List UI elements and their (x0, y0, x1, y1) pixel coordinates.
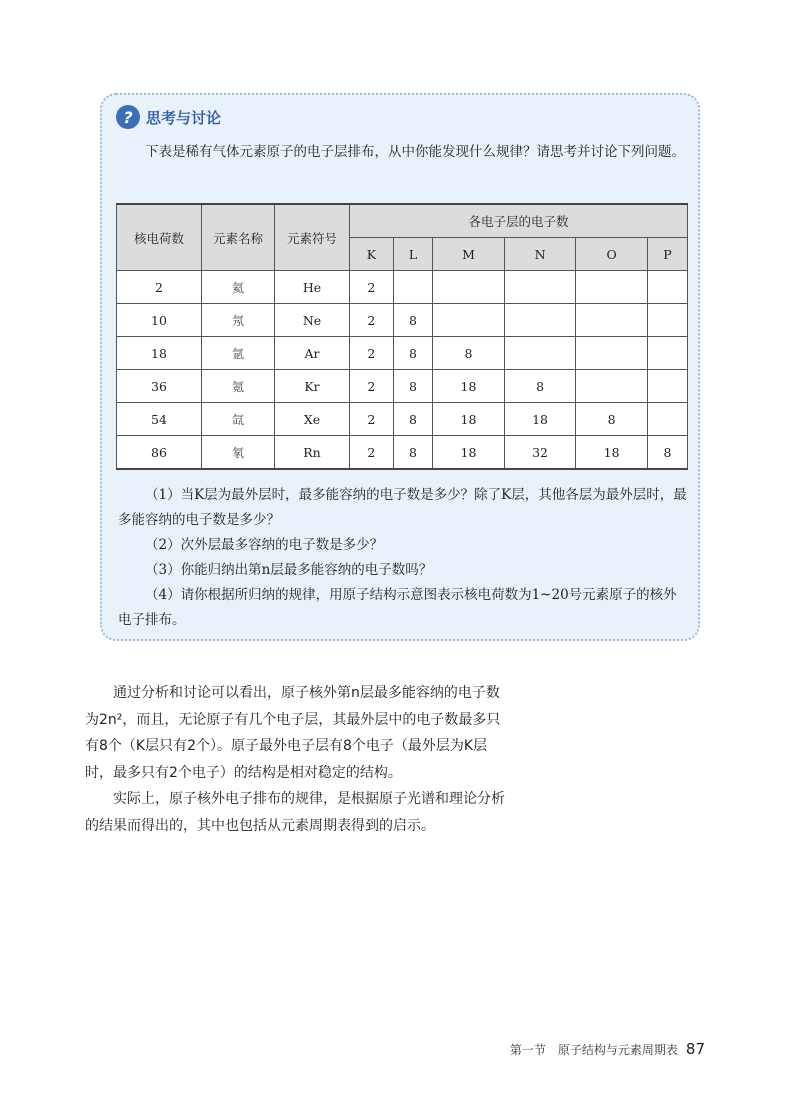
cell-shell: 8 (576, 403, 648, 436)
discussion-questions (118, 483, 688, 633)
cell-shell (576, 304, 648, 337)
header-shell-n: N (504, 238, 576, 271)
cell-symbol: Kr (275, 370, 350, 403)
cell-symbol: Ar (275, 337, 350, 370)
header-shell-m: M (433, 238, 505, 271)
cell-shell: 18 (433, 403, 505, 436)
discussion-title: 思考与讨论 (146, 108, 222, 127)
cell-shell (576, 370, 648, 403)
cell-shell: 8 (433, 337, 505, 370)
discussion-box (100, 93, 700, 641)
question-item: （3）你能归纳出第n层最多能容纳的电子数吗？ (145, 562, 433, 578)
cell-shell (647, 403, 687, 436)
cell-shell (576, 337, 648, 370)
table-row (117, 304, 688, 337)
body-paragraph: 通过分析和讨论可以看出，原子核外第n层最多能容纳的电子数为2n²，而且，无论原子有几个电子层，其最外层中的电子数最多只有8个（K层只有2个）。原子最外电子层有8个电子（最外层为K层时，最多只有2个电子）的结构是相对稳定的结构。 (85, 685, 501, 781)
cell-shell: 18 (433, 370, 505, 403)
cell-shell: 8 (393, 304, 432, 337)
cell-shell (647, 370, 687, 403)
table-row (117, 370, 688, 403)
cell-charge: 86 (117, 436, 202, 470)
header-element-name: 元素名称 (202, 204, 275, 271)
cell-shell (647, 304, 687, 337)
body-paragraph: 实际上，原子核外电子排布的规律，是根据原子光谱和理论分析的结果而得出的，其中也包括从元素周期表得到的启示。 (85, 791, 505, 834)
discussion-intro: 下表是稀有气体元素原子的电子层排布，从中你能发现什么规律？请思考并讨论下列问题。 (145, 144, 685, 160)
table-row (117, 403, 688, 436)
cell-name: 氖 (202, 304, 275, 337)
cell-charge: 36 (117, 370, 202, 403)
cell-shell: 18 (504, 403, 576, 436)
cell-charge: 54 (117, 403, 202, 436)
cell-shell: 18 (576, 436, 648, 470)
header-shell-o: O (576, 238, 648, 271)
table-row (117, 337, 688, 370)
cell-shell: 8 (647, 436, 687, 470)
table-row (117, 271, 688, 304)
cell-name: 氙 (202, 403, 275, 436)
noble-gas-table (116, 203, 688, 470)
cell-name: 氡 (202, 436, 275, 470)
cell-shell: 8 (393, 403, 432, 436)
cell-shell: 2 (350, 436, 394, 470)
cell-shell (647, 337, 687, 370)
cell-shell: 2 (350, 370, 394, 403)
cell-shell (504, 337, 576, 370)
cell-shell: 2 (350, 337, 394, 370)
table-row (117, 436, 688, 470)
body-text (85, 680, 505, 839)
cell-shell (504, 271, 576, 304)
cell-shell: 2 (350, 403, 394, 436)
cell-shell (433, 304, 505, 337)
cell-symbol: Xe (275, 403, 350, 436)
cell-shell (504, 304, 576, 337)
cell-shell: 2 (350, 304, 394, 337)
cell-name: 氦 (202, 271, 275, 304)
cell-shell: 2 (350, 271, 394, 304)
header-shells-group: 各电子层的电子数 (350, 204, 688, 238)
header-shell-l: L (393, 238, 432, 271)
cell-symbol: Ne (275, 304, 350, 337)
cell-shell: 8 (504, 370, 576, 403)
question-item: （2）次外层最多容纳的电子数是多少？ (145, 537, 384, 553)
cell-shell (393, 271, 432, 304)
cell-shell (576, 271, 648, 304)
header-shell-p: P (647, 238, 687, 271)
header-shell-k: K (350, 238, 394, 271)
header-element-symbol: 元素符号 (275, 204, 350, 271)
cell-symbol: He (275, 271, 350, 304)
cell-charge: 10 (117, 304, 202, 337)
page-footer (510, 1040, 705, 1058)
cell-shell (647, 271, 687, 304)
footer-section-title: 第一节 原子结构与元素周期表 (509, 1043, 678, 1057)
cell-shell: 8 (393, 337, 432, 370)
page-number: 87 (685, 1040, 705, 1058)
cell-charge: 2 (117, 271, 202, 304)
question-icon: ? (116, 105, 140, 129)
cell-symbol: Rn (275, 436, 350, 470)
header-nuclear-charge: 核电荷数 (117, 204, 202, 271)
cell-shell: 8 (393, 370, 432, 403)
question-item: （4）请你根据所归纳的规律，用原子结构示意图表示核电荷数为1~20号元素原子的核外电子排布。 (118, 587, 677, 628)
cell-name: 氩 (202, 337, 275, 370)
cell-shell (433, 271, 505, 304)
cell-name: 氪 (202, 370, 275, 403)
cell-shell: 32 (504, 436, 576, 470)
question-item: （1）当K层为最外层时，最多能容纳的电子数是多少？除了K层，其他各层为最外层时，最多能容纳的电子数是多少？ (118, 487, 687, 528)
cell-shell: 8 (393, 436, 432, 470)
discussion-header (116, 105, 221, 129)
cell-shell: 18 (433, 436, 505, 470)
cell-charge: 18 (117, 337, 202, 370)
